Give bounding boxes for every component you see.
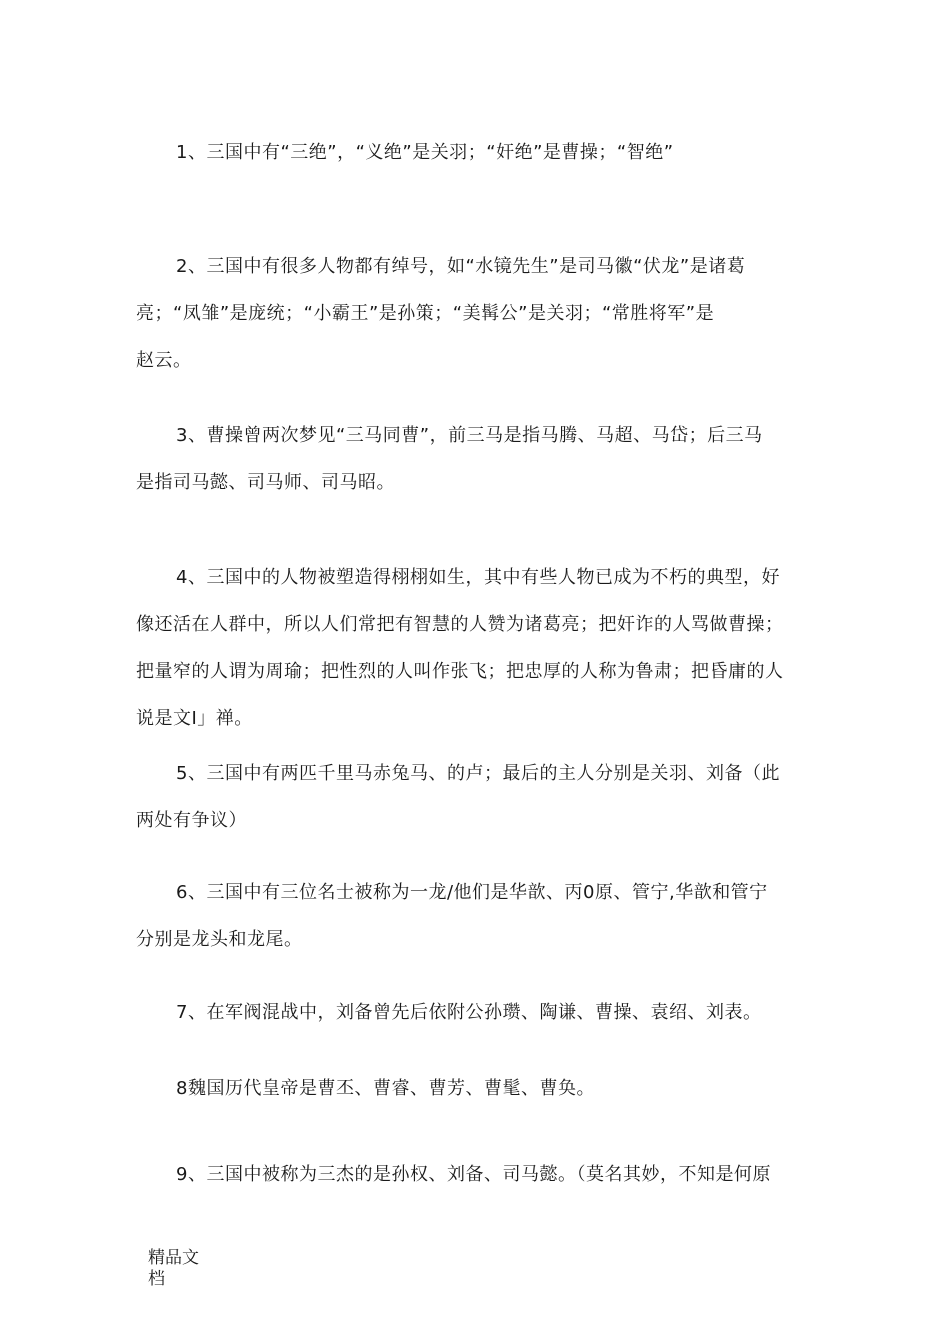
text-line: 把量窄的人谓为周瑜；把性烈的人叫作张飞；把忠厚的人称为鲁肃；把昏庸的人	[136, 661, 784, 682]
text-line: 6、三国中有三位名士被称为一龙/他们是华歆、丙0原、管宁,华歆和管宁	[176, 882, 768, 903]
footer-line: 精品文	[148, 1248, 199, 1268]
text-line: 说是文I」禅。	[136, 708, 253, 729]
text-line: 分别是龙头和龙尾。	[136, 929, 303, 950]
text-line: 赵云。	[136, 350, 192, 371]
text-line: 是指司马懿、司马师、司马昭。	[136, 472, 395, 493]
list-item	[136, 869, 816, 963]
text-line: 3、曹操曾两次梦见“三马同曹”，前三马是指马腾、马超、马岱；后三马	[176, 425, 763, 446]
footer-watermark	[148, 1248, 199, 1290]
text-line: 1、三国中有“三绝”，“义绝”是关羽；“奸绝”是曹操；“智绝”	[176, 142, 674, 163]
list-item	[136, 1151, 816, 1198]
text-line: 两处有争议）	[136, 810, 247, 831]
text-line: 2、三国中有很多人物都有绰号，如“水镜先生”是司马徽“伏龙”是诸葛	[176, 256, 746, 277]
text-line: 4、三国中的人物被塑造得栩栩如生，其中有些人物已成为不朽的典型，好	[176, 567, 780, 588]
text-line: 7、在军阀混战中，刘备曾先后依附公孙瓒、陶谦、曹操、袁绍、刘表。	[176, 1002, 762, 1023]
list-item	[136, 1065, 816, 1112]
text-line: 像还活在人群中，所以人们常把有智慧的人赞为诸葛亮；把奸诈的人骂做曹操；	[136, 614, 784, 635]
list-item	[136, 750, 816, 844]
text-line: 8魏国历代皇帝是曹丕、曹睿、曹芳、曹髦、曹奂。	[176, 1078, 595, 1099]
footer-line: 档	[148, 1269, 165, 1289]
list-item	[136, 989, 816, 1036]
list-item	[136, 129, 816, 176]
text-line: 9、三国中被称为三杰的是孙权、刘备、司马懿。（莫名其妙，不知是何原	[176, 1164, 771, 1185]
list-item	[136, 554, 816, 742]
list-item	[136, 243, 816, 384]
list-item	[136, 412, 816, 506]
text-line: 亮；“凤雏”是庞统；“小霸王”是孙策；“美髯公”是关羽；“常胜将军”是	[136, 303, 715, 324]
text-line: 5、三国中有两匹千里马赤兔马、的卢；最后的主人分别是关羽、刘备（此	[176, 763, 780, 784]
